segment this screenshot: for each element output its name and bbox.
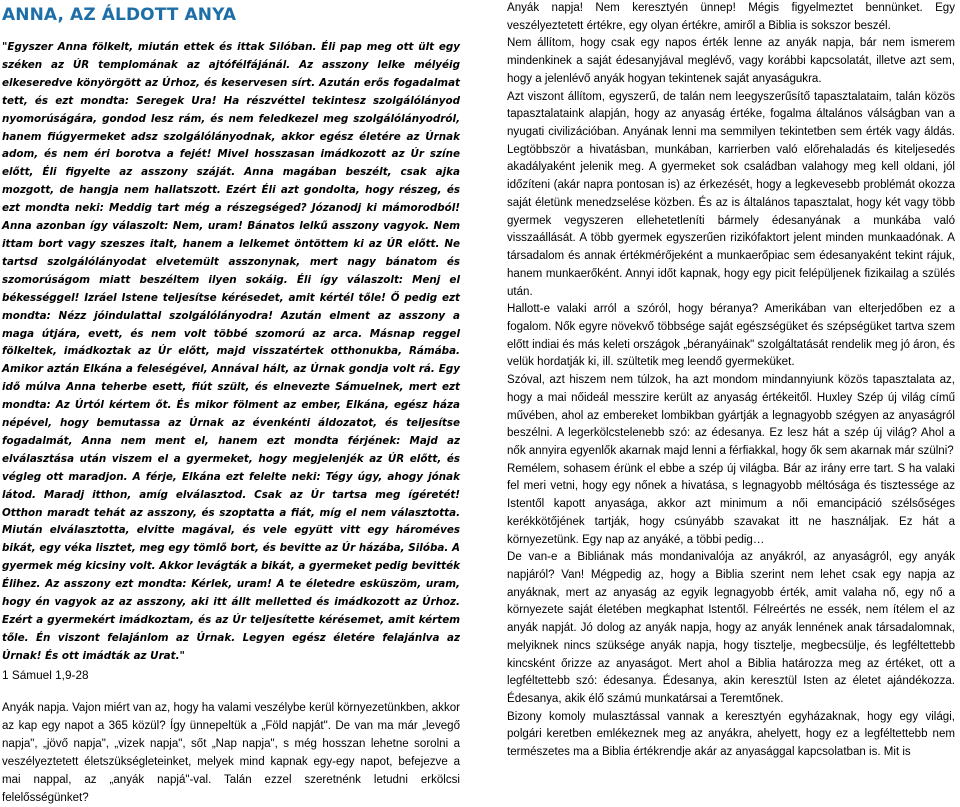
right-column — [507, 0, 955, 762]
intro-paragraph: Anyák napja. Vajon miért van az, hogy ha valami veszélybe kerül környezetünkben, akkor az kap egy napot a 365 közül? Így ünnepeltük a „Föld napját". De van ma már „levegő napja", „jövő napja", „vizek napja", sőt „Nap napja", s még hosszan lehetne sorolni a veszélyeztetett életszükségleteinket, melyek mind kapnak egy-egy napot, befejezve a mai nappal, az „anyák napjá"-val. Talán ezzel szeretnénk letudni erkölcsi felelősségünket? — [2, 701, 460, 805]
paragraph: Hallott-e valaki arról a szóról, hogy béranya? Amerikában van elterjedőben ez a fogalom. Nők egyre növekvő többsége saját egészségüket és szépségüket tartva szem előtt indiai és más keleti országok „béranyáinak" szolgáltatását rendelik meg jó áron, és velük hordatják ki, ill. szültetik meg leendő gyermeküket. — [507, 303, 955, 369]
left-column — [2, 0, 460, 807]
paragraph: Anyák napja! Nem keresztyén ünnep! Mégis figyelmeztet bennünket. Egy veszélyeztetett értékre, egy olyan értékre, amiről a Biblia is sokszor beszél. — [507, 2, 955, 32]
paragraph: Azt viszont állítom, egyszerű, de talán nem leegyszerűsítő tapasztalataim, talán közös tapasztalataink alapján, hogy az anyaság értéke, fogalma általános válságban van a nyugati civilizációban. Anyának lenni ma semmilyen tekintetben sem érték vagy áldás. Legtöbbször a hivatásban, munkában, karrierben való előrehaladás és kiteljesedés akadályaként jelenik meg. A gyermeket sok családban valahogy meg kell oldani, jól időzíteni (akár napra pontosan is) az érkezését, hogy a legkevesebb problémát okozza saját életünk menedzselése közben. És az is általános tapasztalat, hogy két vagy több gyermek vegyszeren ellehetetleníti bármely édesanyának a munkába való visszaállását. A több gyermek egyszerűen rizikófaktort jelent minden munkaadónak. A társadalom és annak értékmérőjeként a munkaerőpiac sem édesanyaként tekint rájuk, hanem munkaerőként. Annyi időt kapnak, hogy egy picit felépüljenek fizikailag a szülés után. — [507, 90, 955, 298]
bible-reference: 1 Sámuel 1,9-28 — [2, 667, 89, 682]
paragraph: Bizony komoly mulasztással vannak a keresztyén egyházaknak, hogy egy világi, polgári keretben emlékeznek meg az anyákra, ahelyett, hogy ez a legféltettebb nem természetes ma a Biblia értékrendje akár az anyasággal kapcsolatban is. Mit is — [507, 710, 955, 759]
bible-quote: "Egyszer Anna fölkelt, miután ettek és ittak Silóban. Éli pap meg ott ült egy széken az ÚR templomának az ajtófélfájánál. Az asszony lelke mélyéig elkeseredve könyörgött az Úrhoz, és keservesen sírt. Azután erős fogadalmat tett, és ezt mondta: Seregek Ura! Ha részvéttel tekintesz szolgálólányod nyomorúságára, gondod lesz rám, és nem feledkezel meg szolgálólányodról, hanem fiúgyermeket adsz szolgálólányodnak, akkor egész életére az Úrnak adom, és nem éri borotva a fejét! Mivel hosszasan imádkozott az Úr színe előtt, Éli figyelte az asszony száját. Anna magában beszélt, csak ajka mozgott, de hangja nem hallatszott. Ezért Éli azt gondolta, hogy részeg, és ezt mondta neki: Meddig tart még a részegséged? Józanodj ki mámorodból! Anna azonban így válaszolt: Nem, uram! Bánatos lelkű asszony vagyok. Nem ittam bort vagy szeszes italt, hanem a lelkemet öntöttem ki az ÚR előtt. Ne tartsd szolgálólányodat elvetemült asszonynak, mert nagy bánatom és szomorúságom miatt beszéltem ilyen sokáig. Éli így válaszolt: Menj el békességgel! Izráel Istene teljesítse kérésedet, amit kértél tőle! Ő pedig ezt mondta: Nézz jóindulattal szolgálólányodra! Azután elment az asszony a maga útjára, evett, és nem volt többé szomorú az arca. Másnap reggel fölkeltek, imádkoztak az Úr előtt, majd visszatértek otthonukba, Rámába. Amikor aztán Elkána a feleségével, Annával hált, az Úrnak gondja volt rá. Egy idő múlva Anna teherbe esett, fiút szült, és elnevezte Sámuelnek, mert ezt mondta: Az Úrtól kértem őt. És mikor fölment az ember, Elkána, egész háza népével, hogy bemutassa az Úrnak az évenkénti áldozatot, és teljesítse fogadalmát, Anna nem ment el, hanem ezt mondta férjének: Majd az elválasztása után viszem el a gyermeket, hogy megjelenjék az ÚR előtt, és végleg ott maradjon. A férje, Elkána ezt felelte neki: Tégy úgy, ahogy jónak látod. Maradj itthon, amíg elválasztod. Csak az Úr tartsa meg ígéretét! Otthon maradt tehát az asszony, és szoptatta a fiát, míg el nem választotta. Miután elválasztotta, elvitte magával, és vele együtt vitt egy hároméves bikát, egy véka lisztet, meg egy tömlő bort, és bevitte az Úr házába, Silóba. A gyermek még kicsiny volt. Akkor levágták a bikát, a gyermeket pedig bevitték Élihez. Az asszony ezt mondta: Kérlek, uram! A te életedre esküszöm, uram, hogy én vagyok az az asszony, aki itt állt melletted és imádkozott az Úrhoz. Ezért a gyermekért imádkoztam, és az Úr teljesítette kérésemet, amit kértem tőle. Én viszont felajánlom az Úrnak. Legyen egész életére felajánlva az Úrnak! És ott imádták az Urat." — [2, 41, 460, 662]
paragraph: Szóval, azt hiszem nem túlzok, ha azt mondom mindannyiunk közös tapasztalata az, hogy a mai nőideál messzire került az anyaság értékeitől. Huxley Szép új világ című művében, ahol az embereket lombikban gyártják a legnagyobb szégyen az anyaságról beszélni. A legerkölcstelenebb szó: az édesanya. Ez lesz hát a szép új világ? Ahol a nők annyira egyenlők akarnak majd lenni a férfiakkal, hogy ők sem akarnak már szülni? — [507, 374, 955, 457]
paragraph: Nem állítom, hogy csak egy napos érték lenne az anyák napja, bár nem ismerem mindenkinek a saját édesanyjával meglévő, vagy korábbi kapcsolatát, illetve azt sem, hogy a jelenlévő anyák hogyan tekintenek saját anyaságukra. — [507, 37, 955, 85]
paragraph: Remélem, sohasem érünk el ebbe a szép új világba. Bár az irány erre tart. S ha valaki fel meri vetni, hogy egy nőnek a hivatása, s legnagyobb méltósága és tisztessége az Istentől kapott anyasága, akkor azt minimum a női emancipáció szélsőséges kerékkötőjének tartják, hogy csúnyább szavakat itt ne használjak. Ez hát a környezetünk. Egy nap az anyáké, a többi pedig… — [507, 462, 955, 546]
page-title: ANNA, AZ ÁLDOTT ANYA — [2, 5, 237, 25]
paragraph: De van-e a Bibliának más mondanivalója az anyákról, az anyaságról, egy anyák napjáról? Van! Mégpedig az, hogy a Biblia szerint nem lehet csak egy napja az anyáknak, mert az anyaság az egyik legnagyobb érték, amit valaha nő, egy nő a környezete saját életében megkaphat Istentől. Félreértés ne essék, nem ítélem el az anyák napját. Jó dolog az anyák napja, hogy az anyák lennének anak társadalomnak, melyiknek nincs szüksége anyák napja, hogy tisztelje, megbecsülje, és legféltettebb kincsként őrizze az anyaságot. Mert ahol a Biblia határozza meg az értéket, ott a legféltettebb szó: édesanya. Édesanya, akin keresztül Isten az életet ajándékozza. Édesanya, akik élő számú munkatársai a Teremtőnek. — [507, 551, 955, 706]
